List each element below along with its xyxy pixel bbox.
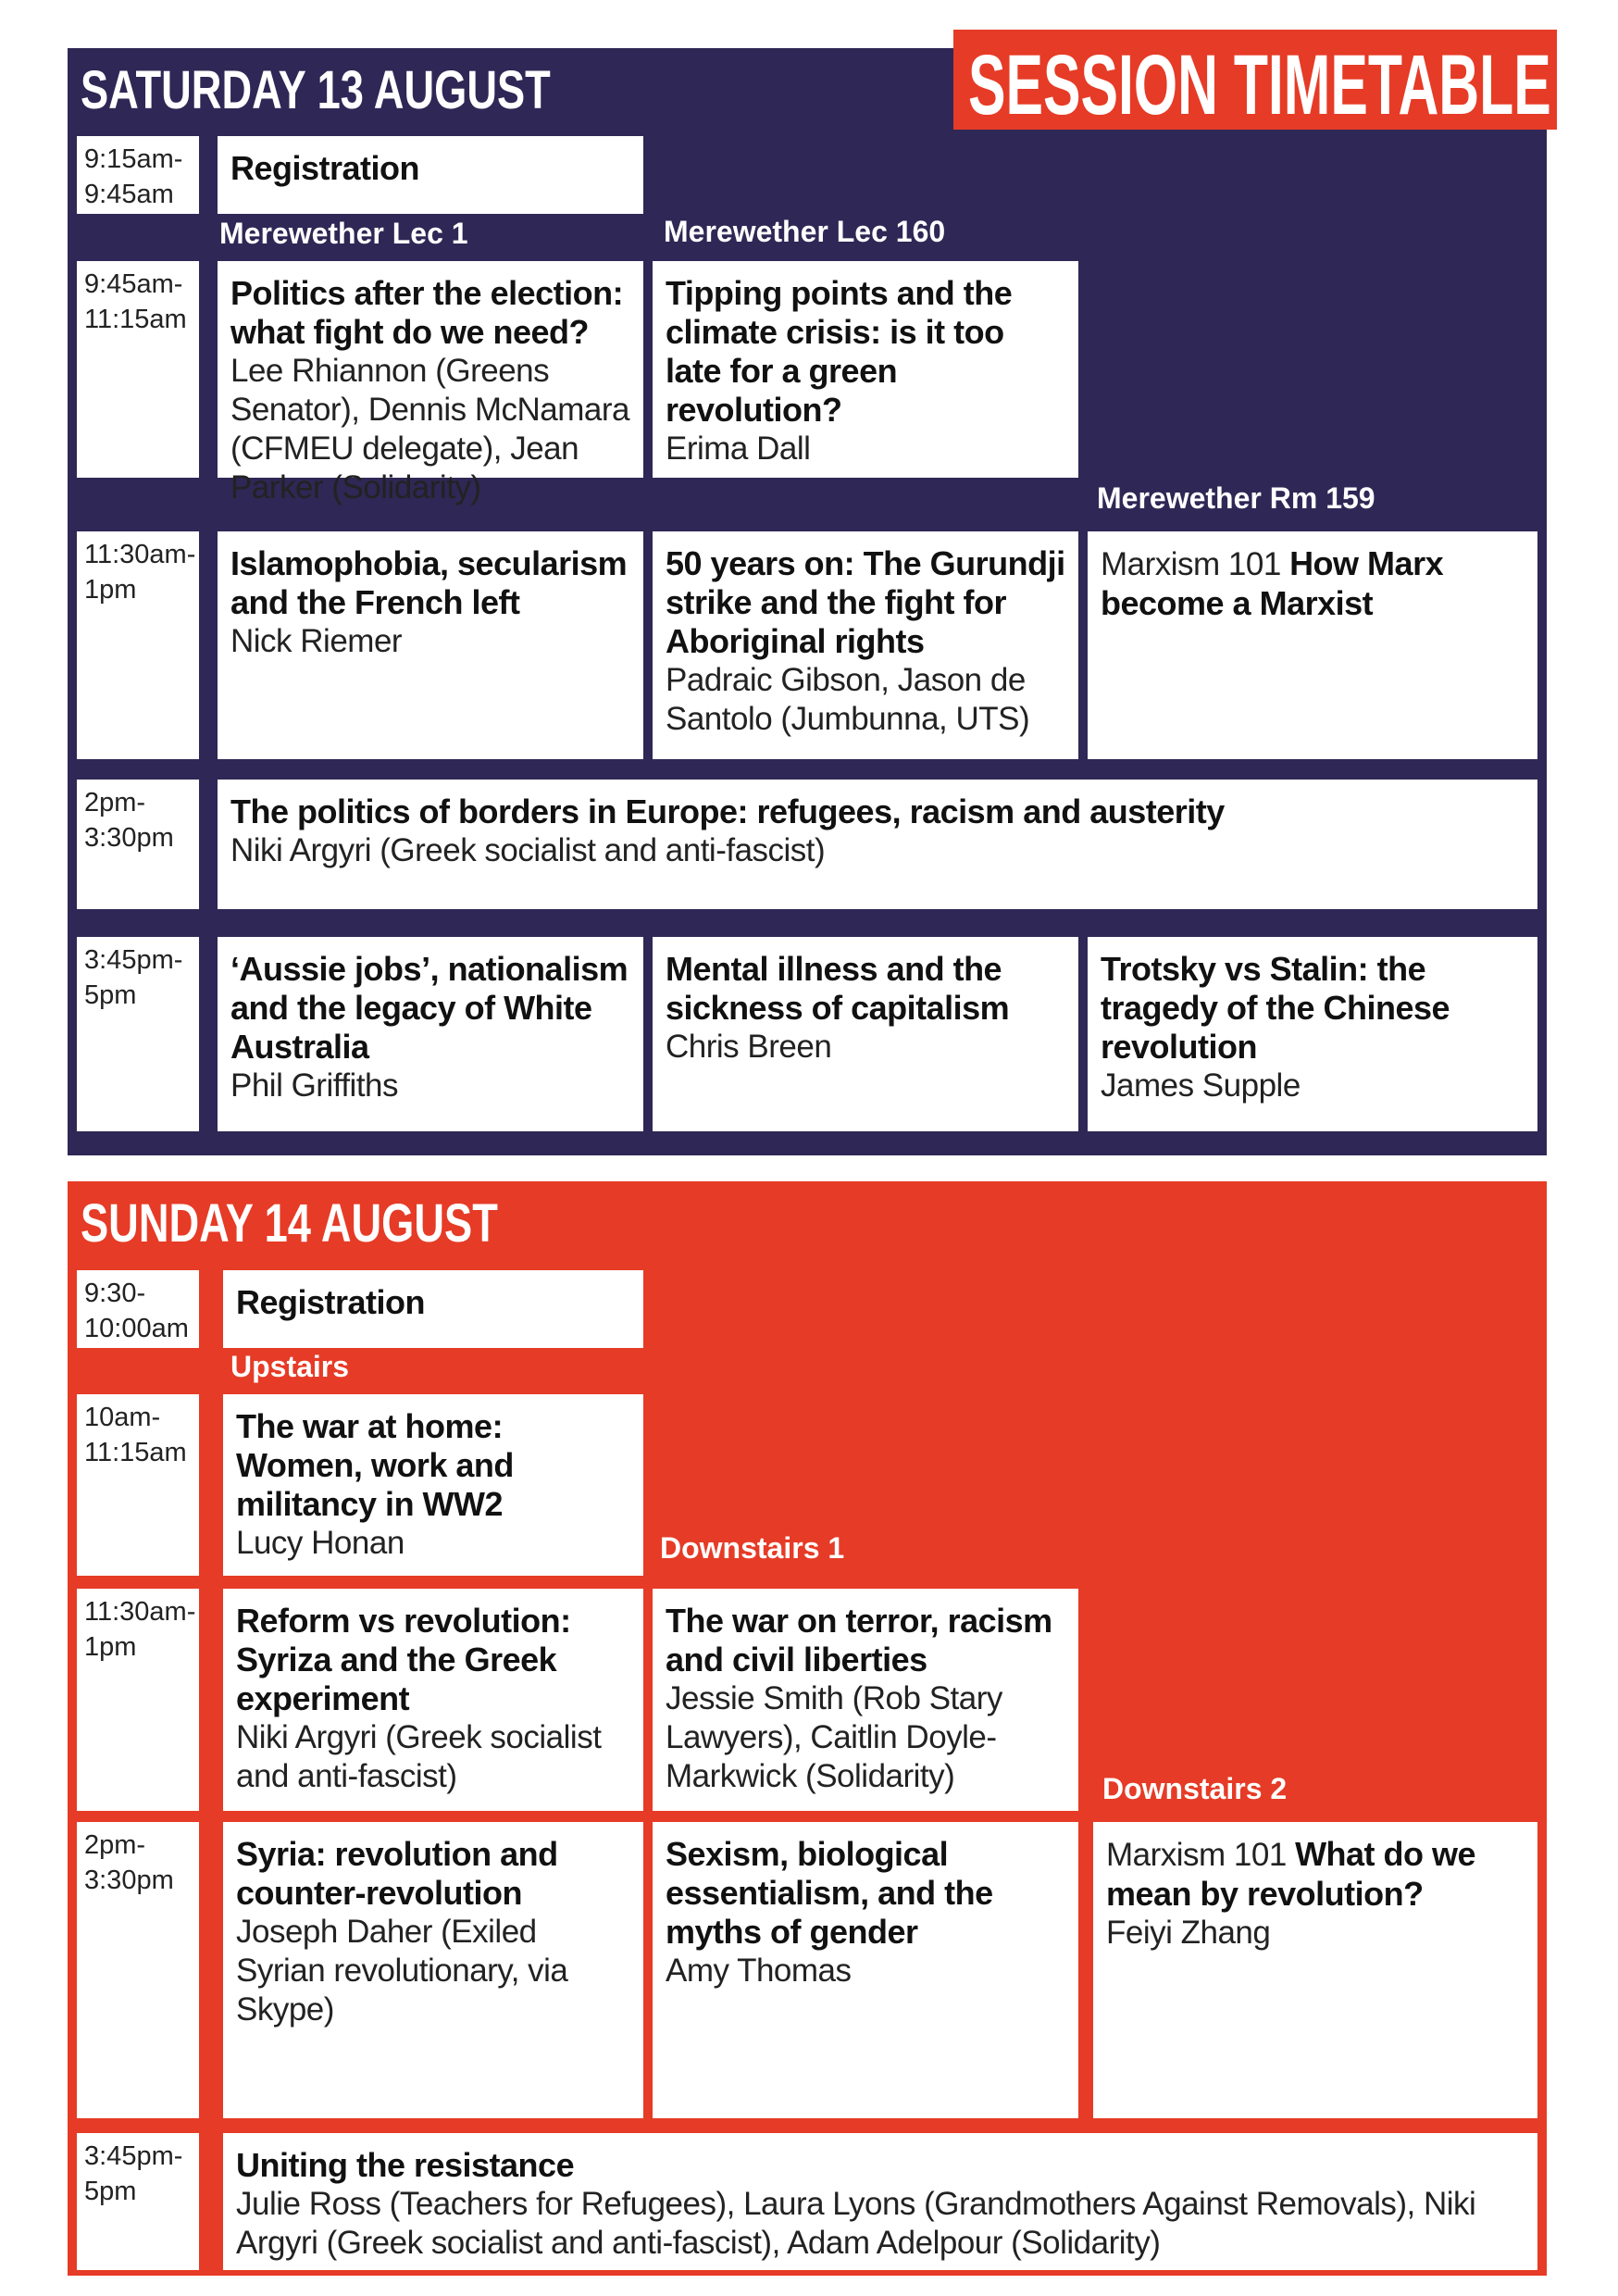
session-prefix: Marxism 101 xyxy=(1101,546,1290,582)
session-cell xyxy=(653,261,1078,478)
session-title: Islamophobia, secularism and the French left xyxy=(230,544,628,621)
session-speakers: Niki Argyri (Greek socialist and anti-fascist) xyxy=(236,1719,602,1794)
session-title: 50 years on: The Gurundji strike and the fight for Aboriginal rights xyxy=(666,544,1065,660)
registration-label: Registration xyxy=(230,149,420,187)
session-title: The war at home: Women, work and militancy in WW2 xyxy=(236,1407,514,1523)
session-cell xyxy=(653,937,1078,1131)
session-cell xyxy=(1093,1822,1537,2118)
session-cell xyxy=(223,1822,643,2118)
session-speakers: Feiyi Zhang xyxy=(1106,1915,1271,1951)
session-speakers: Jessie Smith (Rob Stary Lawyers), Caitlin Doyle-Markwick (Solidarity) xyxy=(666,1680,1002,1794)
session-cell xyxy=(218,780,1537,909)
session-speakers: Julie Ross (Teachers for Refugees), Laura Lyons (Grandmothers Against Removals), Niki Argyri (Greek socialist and anti-fascist), Adam Adelpour (Solidarity) xyxy=(236,2186,1476,2261)
registration-label: Registration xyxy=(236,1283,426,1321)
session-cell xyxy=(218,531,643,759)
room-label: Downstairs 1 xyxy=(660,1531,845,1565)
session-cell xyxy=(218,261,643,505)
time-slot: 2pm- 3:30pm xyxy=(77,1822,199,2118)
session-speakers: Phil Griffiths xyxy=(230,1067,399,1104)
room-label: Downstairs 2 xyxy=(1102,1772,1288,1805)
session-cell xyxy=(223,2133,1537,2270)
session-speakers: Niki Argyri (Greek socialist and anti-fascist) xyxy=(230,832,826,868)
room-label: Merewether Lec 160 xyxy=(664,215,946,248)
session-cell xyxy=(223,1589,643,1811)
room-label: Upstairs xyxy=(230,1350,350,1383)
session-speakers: Lucy Honan xyxy=(236,1525,404,1561)
session-cell xyxy=(1088,937,1537,1131)
time-slot: 9:15am- 9:45am xyxy=(77,136,199,214)
session-speakers: Nick Riemer xyxy=(230,623,403,659)
session-title: Tipping points and the climate crisis: is it too late for a green revolution? xyxy=(666,274,1013,429)
session-prefix: Marxism 101 xyxy=(1106,1837,1296,1873)
session-title: Reform vs revolution: Syriza and the Greek experiment xyxy=(236,1602,571,1717)
time-slot: 10am- 11:15am xyxy=(77,1394,199,1576)
time-slot: 9:30- 10:00am xyxy=(77,1270,199,1348)
time-slot: 3:45pm- 5pm xyxy=(77,937,199,1131)
time-slot: 3:45pm- 5pm xyxy=(77,2133,199,2270)
session-cell xyxy=(1088,531,1537,759)
time-slot: 11:30am- 1pm xyxy=(77,531,199,759)
registration-cell xyxy=(223,1270,643,1348)
session-speakers: James Supple xyxy=(1101,1067,1301,1104)
session-speakers: Erima Dall xyxy=(666,430,811,467)
session-speakers: Joseph Daher (Exiled Syrian revolutionary, via Skype) xyxy=(236,1914,568,2028)
session-title: Sexism, biological essentialism, and the myths of gender xyxy=(666,1835,993,1951)
session-timetable-banner xyxy=(953,30,1557,130)
session-speakers: Amy Thomas xyxy=(666,1953,852,1989)
room-label: Merewether Lec 1 xyxy=(219,217,468,250)
room-label: Merewether Rm 159 xyxy=(1097,481,1375,515)
session-title: The war on terror, racism and civil liberties xyxy=(666,1602,1052,1678)
time-slot: 9:45am- 11:15am xyxy=(77,261,199,478)
session-title: Syria: revolution and counter-revolution xyxy=(236,1835,558,1912)
session-speakers: Lee Rhiannon (Greens Senator), Dennis McNamara (CFMEU delegate), Jean Parker (Solidarity) xyxy=(230,353,629,505)
session-cell xyxy=(653,1822,1078,2118)
session-title: Mental illness and the sickness of capitalism xyxy=(666,950,1010,1027)
registration-cell xyxy=(218,136,643,214)
session-title: ‘Aussie jobs’, nationalism and the legacy of White Australia xyxy=(230,950,629,1066)
session-cell xyxy=(653,531,1078,759)
session-cell xyxy=(218,937,643,1131)
session-cell xyxy=(223,1394,643,1576)
banner-title: SESSION TIMETABLE xyxy=(968,38,1551,132)
sunday-title: SUNDAY 14 AUGUST xyxy=(81,1193,498,1254)
session-cell xyxy=(653,1589,1078,1811)
session-title: The politics of borders in Europe: refugees, racism and austerity xyxy=(230,792,1225,830)
session-speakers: Padraic Gibson, Jason de Santolo (Jumbunna, UTS) xyxy=(666,662,1030,737)
session-title: Trotsky vs Stalin: the tragedy of the Chinese revolution xyxy=(1101,950,1450,1066)
time-slot: 11:30am- 1pm xyxy=(77,1589,199,1811)
sunday-panel xyxy=(68,1181,1547,2276)
session-title: How Marx become a Marxist xyxy=(1101,544,1444,622)
session-title: Politics after the election: what fight do we need? xyxy=(230,274,624,351)
time-slot: 2pm- 3:30pm xyxy=(77,780,199,909)
saturday-title: SATURDAY 13 AUGUST xyxy=(81,60,551,120)
session-speakers: Chris Breen xyxy=(666,1029,832,1065)
session-title: What do we mean by revolution? xyxy=(1106,1835,1476,1913)
saturday-panel xyxy=(68,48,1547,1155)
session-title: Uniting the resistance xyxy=(236,2146,575,2184)
